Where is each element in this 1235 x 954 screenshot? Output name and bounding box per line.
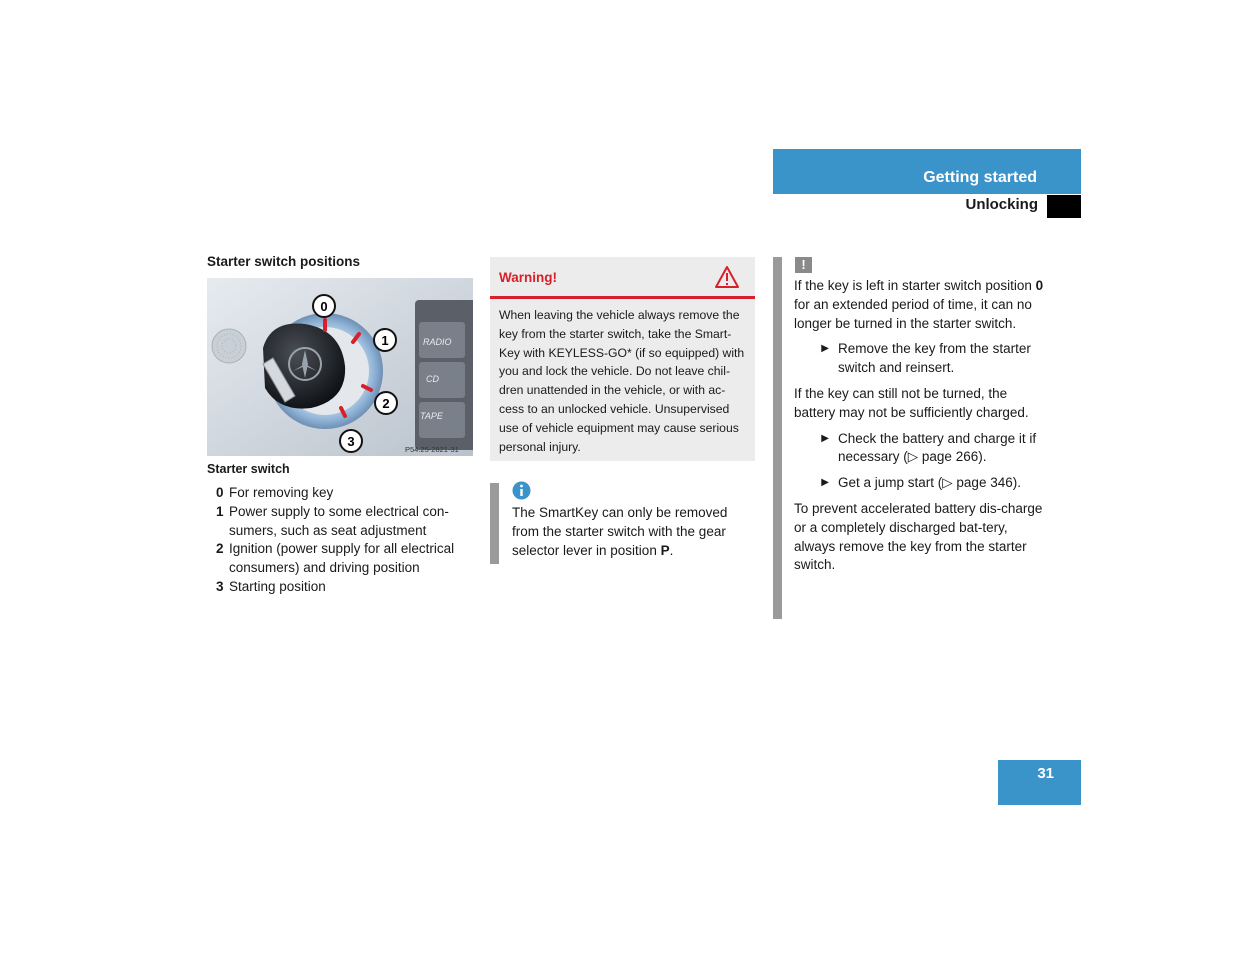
info-sidebar	[490, 483, 499, 564]
legend-item	[207, 503, 475, 541]
info-text-end: .	[669, 542, 674, 558]
notice-p1-start: If the key is left in starter switch position	[794, 278, 1036, 293]
legend-num: 0	[216, 485, 224, 500]
audio-panel	[415, 300, 473, 450]
warning-header	[490, 257, 755, 299]
warning-label: Warning!	[499, 270, 557, 285]
callout-2: 2	[382, 396, 390, 411]
starter-switch-figure	[207, 278, 473, 456]
subsection-title: Unlocking	[965, 196, 1038, 213]
warning-triangle-icon	[714, 265, 740, 289]
info-text	[512, 504, 752, 560]
panel-label-tape: TAPE	[420, 411, 443, 421]
legend-text: Starting position	[229, 578, 326, 594]
legend-item	[207, 578, 475, 597]
notice-step	[794, 430, 1044, 468]
legend-num: 2	[216, 541, 224, 557]
info-text-main: The SmartKey can only be removed from the starter switch with the gear selector lever in position	[512, 505, 728, 558]
bullet-arrow-icon: ▶	[821, 343, 829, 355]
notice-paragraph	[794, 277, 1044, 333]
image-code: P54.25-2821-31	[405, 445, 459, 454]
notice-sidebar	[773, 257, 782, 619]
subsection-marker	[1047, 195, 1081, 218]
position-legend	[207, 484, 475, 597]
figure-caption: Starter switch	[207, 462, 290, 476]
legend-item	[207, 540, 475, 578]
callout-3: 3	[347, 434, 355, 449]
page-number: 31	[1037, 765, 1054, 782]
notice-step-text: Get a jump start (▷ page 346).	[838, 475, 1021, 491]
section-header-bar	[773, 149, 1081, 194]
notice-paragraph: If the key can still not be turned, the battery may not be sufficiently charged.	[794, 385, 1029, 420]
panel-label-cd: CD	[426, 374, 439, 384]
notice-p1-bold: 0	[1035, 278, 1044, 293]
notice-step-text: Remove the key from the starter switch and reinsert.	[838, 341, 1031, 376]
speaker-grille	[212, 329, 246, 363]
notice-step-text: Check the battery and charge it if necessary (▷ page 266).	[838, 430, 1037, 465]
info-icon	[512, 481, 531, 500]
panel-label-radio: RADIO	[423, 337, 452, 347]
section-title: Getting started	[923, 169, 1037, 186]
bullet-arrow-icon: ▶	[821, 432, 829, 444]
info-text-bold: P	[660, 542, 670, 558]
notice-paragraph: To prevent accelerated battery dis-charge or a completely discharged bat-tery, always remove the key from the starter switch.	[794, 500, 1043, 573]
legend-text: For removing key	[229, 485, 334, 500]
exclamation-icon: !	[795, 257, 812, 273]
legend-num: 1	[216, 503, 224, 519]
notice-content	[794, 277, 1044, 582]
legend-text: Power supply to some electrical con-sumers, such as seat adjustment	[229, 503, 449, 538]
bullet-arrow-icon: ▶	[821, 477, 829, 489]
warning-text: When leaving the vehicle always remove the key from the starter switch, take the Smart-Key with KEYLESS-GO* (if so equipped) with you and lock the vehicle. Do not leave chil-dren unattended in the vehicle, or with ac-cess to an unlocked vehicle. Unsupervised use of vehicle equipment may cause serious personal injury.	[499, 308, 745, 454]
callout-0: 0	[320, 299, 328, 314]
legend-num: 3	[216, 578, 224, 594]
legend-item	[207, 484, 475, 503]
legend-text: Ignition (power supply for all electrical consumers) and driving position	[229, 541, 455, 576]
notice-p1-end: for an extended period of time, it can no longer be turned in the starter switch.	[794, 296, 1032, 331]
page-number-box	[998, 760, 1081, 805]
notice-step	[794, 340, 1044, 378]
figure-heading: Starter switch positions	[207, 254, 361, 269]
notice-step	[794, 474, 1044, 493]
warning-box	[490, 257, 755, 461]
callout-1: 1	[381, 333, 389, 348]
